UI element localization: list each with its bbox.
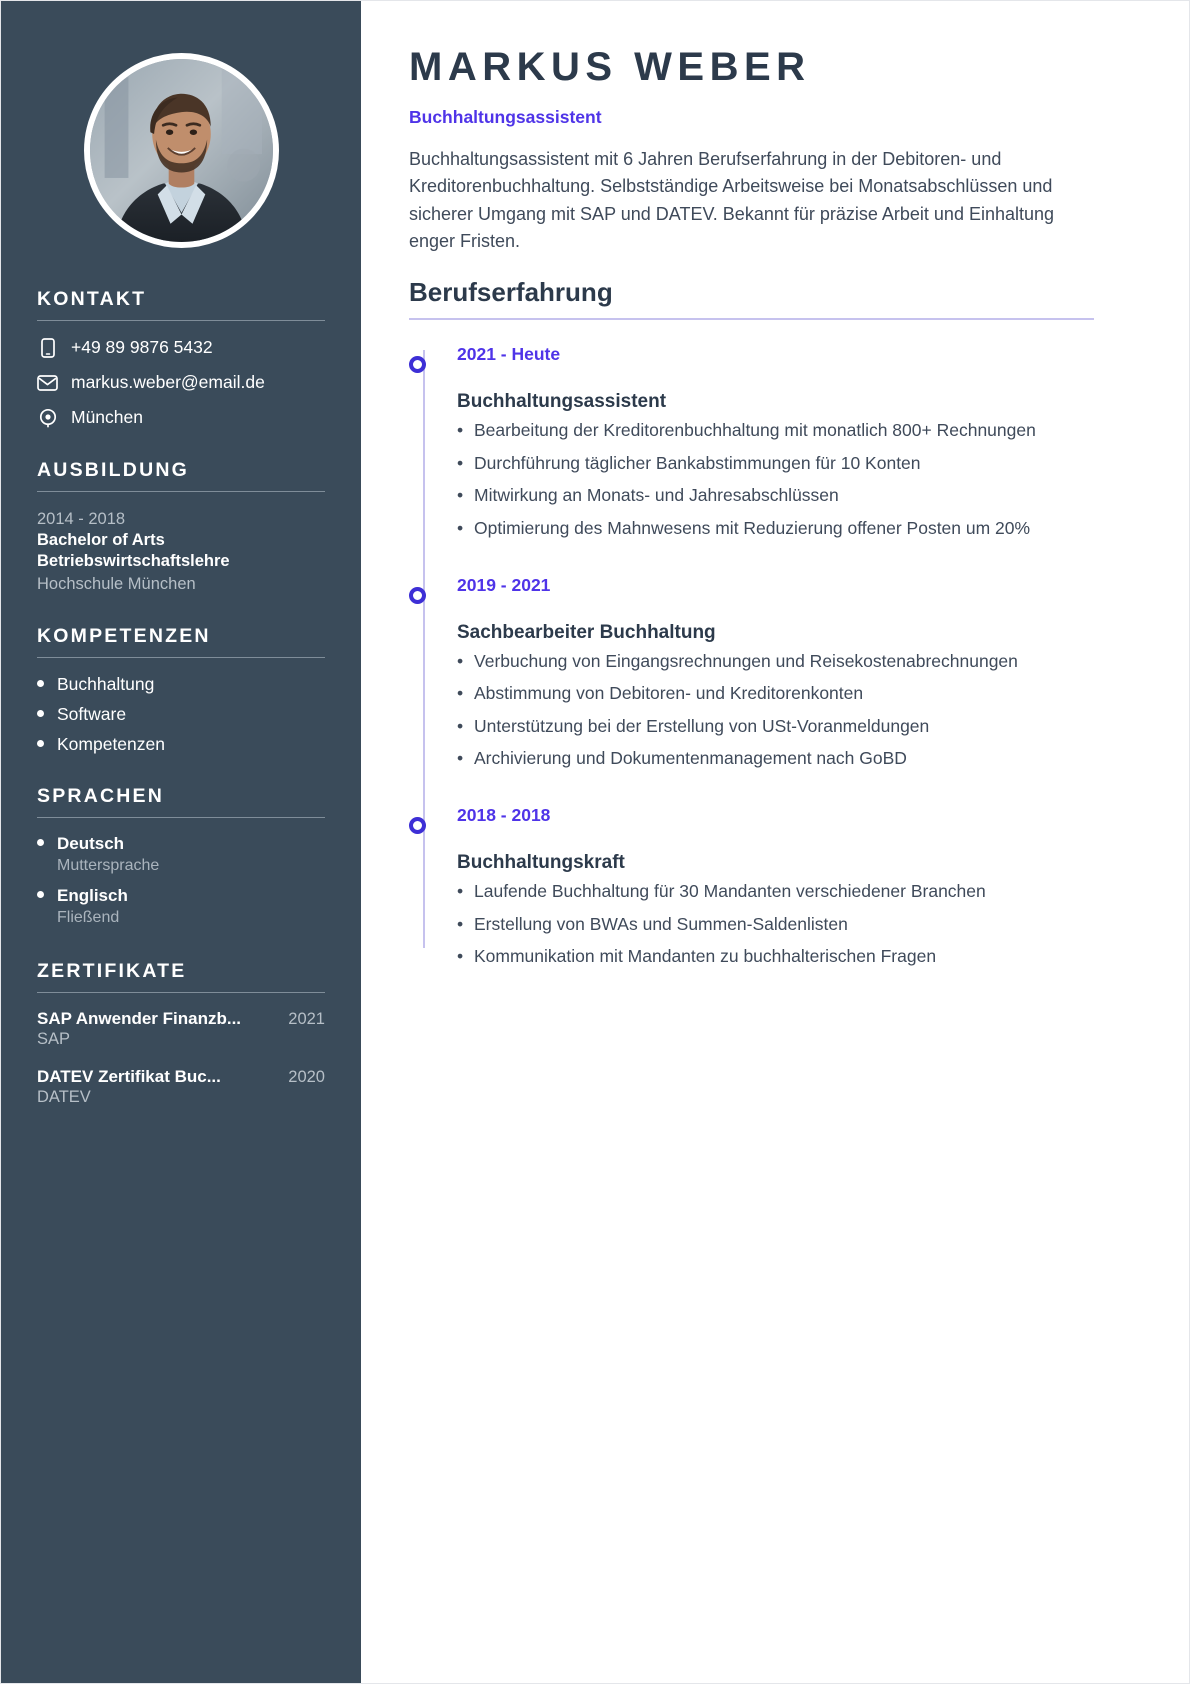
bullet-dot-icon xyxy=(37,680,44,687)
timeline-marker-icon xyxy=(409,587,426,604)
language-level: Muttersprache xyxy=(57,857,160,875)
education-degree: Bachelor of Arts xyxy=(37,530,165,549)
experience-bullets xyxy=(457,649,1094,772)
experience-section-heading: Berufserfahrung xyxy=(409,277,613,308)
languages-section xyxy=(37,785,325,930)
experience-bullet: • Laufende Buchhaltung für 30 Mandanten verschiedener Branchen xyxy=(457,879,1094,904)
certificate-issuer: SAP xyxy=(37,1030,71,1049)
sidebar xyxy=(1,1,361,1683)
contact-heading: KONTAKT xyxy=(37,288,147,310)
contact-phone-row[interactable] xyxy=(37,337,325,359)
contact-location-value: München xyxy=(71,406,143,427)
list-item xyxy=(37,886,325,930)
list-item xyxy=(37,734,325,755)
certificates-divider xyxy=(37,992,325,993)
bullet-dot-icon xyxy=(37,740,44,747)
certificates-section xyxy=(37,960,325,1107)
education-entry xyxy=(37,508,325,595)
experience-dates: 2021 - Heute xyxy=(457,344,561,365)
languages-heading: SPRACHEN xyxy=(37,785,165,808)
experience-dates: 2019 - 2021 xyxy=(457,574,551,595)
bullet-dot-icon xyxy=(37,839,44,846)
email-icon xyxy=(37,372,58,393)
certificate-year: 2020 xyxy=(288,1068,325,1087)
phone-icon xyxy=(37,337,58,358)
experience-section-divider xyxy=(409,318,1094,320)
language-name: Englisch xyxy=(57,886,128,906)
experience-bullet: • Durchführung täglicher Bankabstimmungen für 10 Konten xyxy=(457,451,1094,476)
experience-timeline xyxy=(409,344,1094,969)
list-item xyxy=(37,674,325,695)
job-title-subheading: Buchhaltungsassistent xyxy=(409,107,602,127)
experience-bullet: • Optimierung des Mahnwesens mit Reduzierung offener Posten um 20% xyxy=(457,516,1094,541)
contact-section xyxy=(37,288,325,429)
skills-section xyxy=(37,625,325,755)
skills-heading: KOMPETENZEN xyxy=(37,625,211,648)
experience-role: Buchhaltungsassistent xyxy=(457,391,667,413)
certificates-heading: ZERTIFIKATE xyxy=(37,960,187,983)
contact-email-value: markus.weber@email.de xyxy=(71,371,265,392)
list-item xyxy=(37,834,325,878)
list-item xyxy=(37,1009,325,1049)
experience-bullet: • Archivierung und Dokumentenmanagement nach GoBD xyxy=(457,746,1094,771)
skills-divider xyxy=(37,657,325,658)
avatar-wrapper xyxy=(37,1,325,288)
experience-bullets xyxy=(457,418,1094,541)
skill-label: Software xyxy=(57,704,127,725)
main-content xyxy=(361,1,1189,1683)
contact-divider xyxy=(37,320,325,321)
certificate-year: 2021 xyxy=(288,1010,325,1029)
experience-bullet: • Bearbeitung der Kreditorenbuchhaltung mit monatlich 800+ Rechnungen xyxy=(457,418,1094,443)
certificate-name: SAP Anwender Finanzb... xyxy=(37,1009,242,1029)
education-field: Betriebswirtschaftslehre xyxy=(37,552,230,571)
skill-label: Buchhaltung xyxy=(57,674,155,695)
timeline-marker-icon xyxy=(409,356,426,373)
list-item xyxy=(37,1067,325,1107)
location-pin-icon xyxy=(37,407,58,428)
contact-location-row[interactable] xyxy=(37,407,325,429)
bullet-dot-icon xyxy=(37,710,44,717)
bullet-dot-icon xyxy=(37,891,44,898)
education-section xyxy=(37,459,325,595)
contact-email-row[interactable] xyxy=(37,372,325,394)
page-title: MARKUS WEBER xyxy=(409,45,811,89)
certificate-name: DATEV Zertifikat Buc... xyxy=(37,1067,221,1087)
education-school: Hochschule München xyxy=(37,574,196,593)
experience-bullets xyxy=(457,879,1094,969)
skill-label: Kompetenzen xyxy=(57,734,165,755)
certificate-issuer: DATEV xyxy=(37,1088,91,1107)
experience-dates: 2018 - 2018 xyxy=(457,805,551,826)
experience-bullet: • Abstimmung von Debitoren- und Kreditorenkonten xyxy=(457,681,1094,706)
list-item xyxy=(37,704,325,725)
education-heading: AUSBILDUNG xyxy=(37,458,189,481)
professional-summary: Buchhaltungsassistent mit 6 Jahren Berufserfahrung in der Debitoren- und Kreditorenbuchhaltung. Selbstständige Arbeitsweise bei Monatsabschlüssen und sicherer Umgang mit SAP und DATEV. Bekannt für präzise Arbeit und Einhaltung enger Fristen. xyxy=(409,149,1055,252)
experience-bullet: • Mitwirkung an Monats- und Jahresabschlüssen xyxy=(457,483,1094,508)
experience-item xyxy=(457,575,1094,772)
experience-bullet: • Kommunikation mit Mandanten zu buchhalterischen Fragen xyxy=(457,944,1094,969)
experience-bullet: • Verbuchung von Eingangsrechnungen und Reisekostenabrechnungen xyxy=(457,649,1094,674)
experience-role: Sachbearbeiter Buchhaltung xyxy=(457,621,716,643)
contact-phone-value: +49 89 9876 5432 xyxy=(71,337,213,357)
profile-photo xyxy=(84,53,279,248)
experience-role: Buchhaltungskraft xyxy=(457,852,625,874)
experience-item xyxy=(457,344,1094,541)
languages-divider xyxy=(37,817,325,818)
education-divider xyxy=(37,491,325,492)
experience-item xyxy=(457,805,1094,969)
experience-bullet: • Erstellung von BWAs und Summen-Saldenlisten xyxy=(457,912,1094,937)
language-level: Fließend xyxy=(57,909,120,927)
timeline-marker-icon xyxy=(409,817,426,834)
language-name: Deutsch xyxy=(57,834,125,854)
education-dates: 2014 - 2018 xyxy=(37,509,126,528)
experience-bullet: • Unterstützung bei der Erstellung von USt-Voranmeldungen xyxy=(457,714,1094,739)
